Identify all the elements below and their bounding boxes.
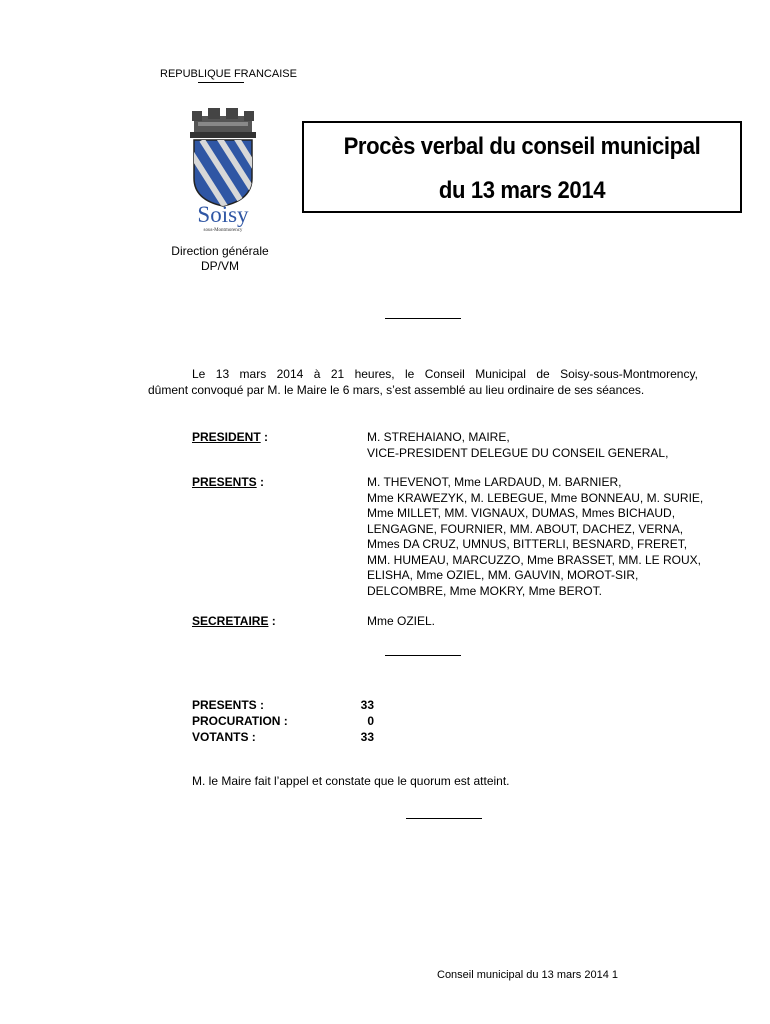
intro-word: à bbox=[313, 367, 321, 381]
logo-subtext: sous-Montmorency bbox=[203, 228, 243, 233]
republic-heading: REPUBLIQUE FRANCAISE bbox=[160, 68, 297, 80]
intro-word: Soisy-sous-Montmorency, bbox=[560, 367, 698, 381]
presents-line: ELISHA, Mme OZIEL, MM. GAUVIN, MOROT-SIR, bbox=[367, 568, 639, 582]
document-date: du 13 mars 2014 bbox=[438, 177, 606, 204]
presents-line: Mme KRAWEZYK, M. LEBEGUE, Mme BONNEAU, M. SURIE, bbox=[367, 490, 704, 505]
procuration-count-label: PROCURATION : bbox=[192, 714, 288, 728]
issuing-department bbox=[150, 244, 290, 274]
logo-wordmark: Soisy bbox=[197, 202, 249, 227]
votants-count-label: VOTANTS : bbox=[192, 730, 256, 744]
separator bbox=[406, 818, 482, 819]
intro-line-2: dûment convoqué par M. le Maire le 6 mars, s’est assemblé au lieu ordinaire de ses séances. bbox=[148, 383, 645, 397]
reference-code: DP/VM bbox=[200, 259, 239, 273]
procuration-count-value: 0 bbox=[367, 714, 374, 728]
presents-count-value: 33 bbox=[360, 698, 374, 712]
intro-word: 21 bbox=[330, 367, 345, 381]
republic-rule bbox=[198, 82, 244, 83]
presents-count-label: PRESENTS : bbox=[192, 698, 265, 712]
intro-word: de bbox=[536, 367, 550, 381]
secretaire-label: SECRETAIRE : bbox=[192, 614, 276, 628]
intro-word: heures, bbox=[354, 367, 395, 381]
intro-word: Municipal bbox=[475, 367, 526, 381]
president-line: VICE-PRESIDENT DELEGUE DU CONSEIL GENERAL, bbox=[367, 445, 669, 460]
intro-word: 13 bbox=[215, 367, 230, 381]
page-footer: Conseil municipal du 13 mars 2014 1 bbox=[437, 969, 618, 981]
secretaire-line: Mme OZIEL. bbox=[367, 614, 436, 628]
votants-count-value: 33 bbox=[360, 730, 374, 744]
intro-word: 2014 bbox=[276, 367, 304, 381]
direction-label: Direction générale bbox=[171, 244, 269, 258]
president-line: M. STREHAIANO, MAIRE, bbox=[367, 430, 510, 444]
presents-line: LENGAGNE, FOURNIER, MM. ABOUT, DACHEZ, VERNA, bbox=[367, 521, 684, 536]
intro-word: Le bbox=[192, 367, 206, 381]
secretaire-value bbox=[367, 614, 435, 630]
document-title: Procès verbal du conseil municipal bbox=[343, 133, 701, 160]
intro-line-1 bbox=[148, 366, 698, 382]
counts-labels bbox=[192, 697, 288, 745]
intro-word: Conseil bbox=[424, 367, 465, 381]
intro-paragraph bbox=[148, 366, 698, 398]
intro-word: le bbox=[405, 367, 415, 381]
president-value bbox=[367, 430, 668, 461]
city-logo bbox=[186, 108, 260, 236]
presents-list bbox=[367, 475, 703, 599]
presents-label: PRESENTS : bbox=[192, 475, 265, 489]
presents-line: DELCOMBRE, Mme MOKRY, Mme BEROT. bbox=[367, 583, 602, 598]
intro-word: mars bbox=[239, 367, 267, 381]
title-box bbox=[302, 121, 742, 213]
president-label: PRESIDENT : bbox=[192, 430, 269, 444]
presents-line: M. THEVENOT, Mme LARDAUD, M. BARNIER, bbox=[367, 475, 622, 489]
counts-values bbox=[340, 697, 374, 745]
separator bbox=[385, 318, 461, 319]
separator bbox=[385, 655, 461, 656]
presents-line: Mmes DA CRUZ, UMNUS, BITTERLI, BESNARD, FRERET, bbox=[367, 537, 688, 551]
presents-line: MM. HUMEAU, MARCUZZO, Mme BRASSET, MM. LE ROUX, bbox=[367, 552, 702, 567]
quorum-statement: M. le Maire fait l’appel et constate que le quorum est atteint. bbox=[192, 774, 510, 788]
presents-line: Mme MILLET, MM. VIGNAUX, DUMAS, Mmes BICHAUD, bbox=[367, 506, 676, 520]
